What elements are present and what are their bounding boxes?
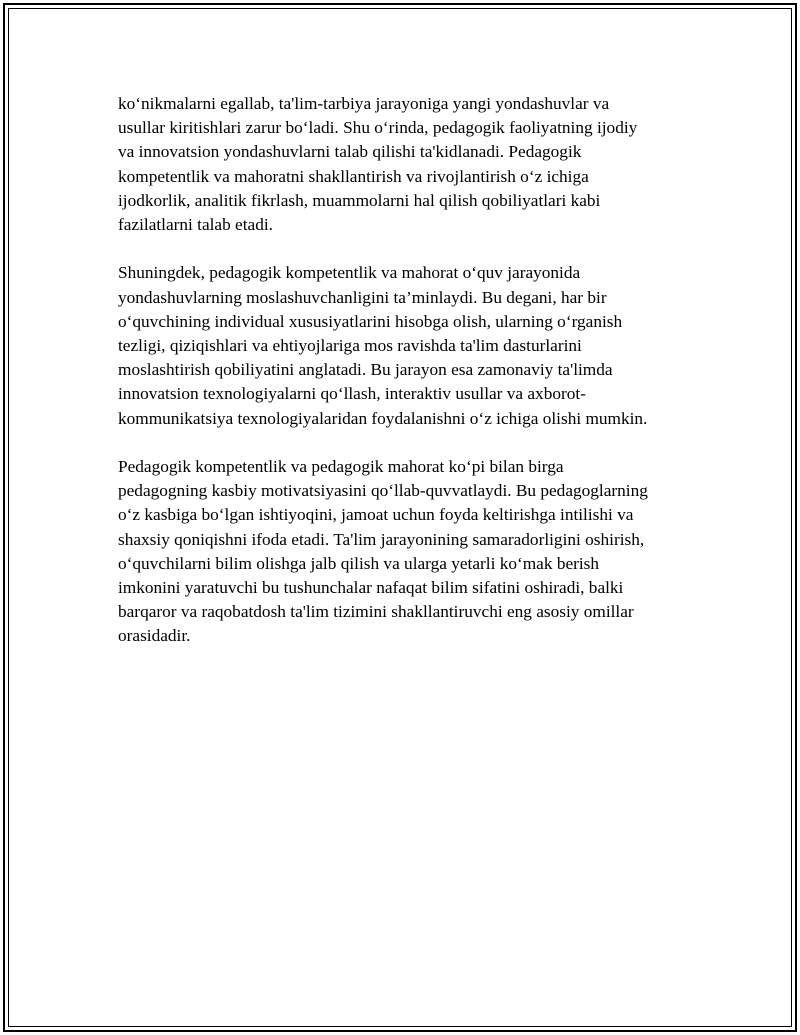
text-line: fazilatlarni talab etadi. [118, 215, 273, 235]
text-line: kompetentlik va mahoratni shakllantirish va rivojlantirish o‘z ichiga [118, 166, 589, 186]
text-line: ko‘nikmalarni egallab, ta'lim-tarbiya jarayoniga yangi yondashuvlar va [118, 94, 610, 113]
text-line: va innovatsion yondashuvlarni talab qilishi ta'kidlanadi. Pedagogik [118, 142, 582, 162]
text-line: orasidadir. [118, 626, 191, 646]
text-line: kommunikatsiya texnologiyalaridan foydalanishni o‘z ichiga olishi mumkin. [118, 408, 648, 428]
text-line: o‘z kasbiga bo‘lgan ishtiyoqini, jamoat uchun foyda keltirishga intilishi va [118, 505, 634, 525]
paragraph-2 [118, 261, 690, 430]
text-line: imkonini yaratuvchi bu tushunchalar nafaqat bilim sifatini oshiradi, balki [118, 578, 624, 598]
text-line: Pedagogik kompetentlik va pedagogik mahorat ko‘pi bilan birga [118, 457, 564, 477]
text-line: moslashtirish qobiliyatini anglatadi. Bu jarayon esa zamonaviy ta'limda [118, 360, 613, 380]
text-line: usullar kiritishlari zarur bo‘ladi. Shu o‘rinda, pedagogik faoliyatning ijodiy [118, 118, 638, 138]
text-line: innovatsion texnologiyalarni qo‘llash, interaktiv usullar va axborot- [118, 384, 586, 404]
text-line: ijodkorlik, analitik fikrlash, muammolarni hal qilish qobiliyatlari kabi [118, 190, 601, 210]
text-line: Shuningdek, pedagogik kompetentlik va mahorat o‘quv jarayonida [118, 263, 581, 283]
text-line: tezligi, qiziqishlari va ehtiyojlariga mos ravishda ta'lim dasturlarini [118, 336, 582, 356]
text-line: shaxsiy qoniqishni ifoda etadi. Ta'lim jarayonining samaradorligini oshirish, [118, 529, 645, 549]
text-line: o‘quvchining individual xususiyatlarini hisobga olish, ularning o‘rganish [118, 311, 623, 331]
paragraph-3 [118, 455, 690, 649]
document-body [118, 92, 690, 673]
text-line: pedagogning kasbiy motivatsiyasini qo‘llab-quvvatlaydi. Bu pedagoglarning [118, 481, 648, 501]
text-line: yondashuvlarning moslashuvchanligini ta’minlaydi. Bu degani, har bir [118, 287, 607, 307]
text-line: barqaror va raqobatdosh ta'lim tizimini shakllantiruvchi eng asosiy omillar [118, 602, 634, 622]
paragraph-1 [118, 92, 690, 237]
text-line: o‘quvchilarni bilim olishga jalb qilish va ularga yetarli ko‘mak berish [118, 553, 600, 573]
